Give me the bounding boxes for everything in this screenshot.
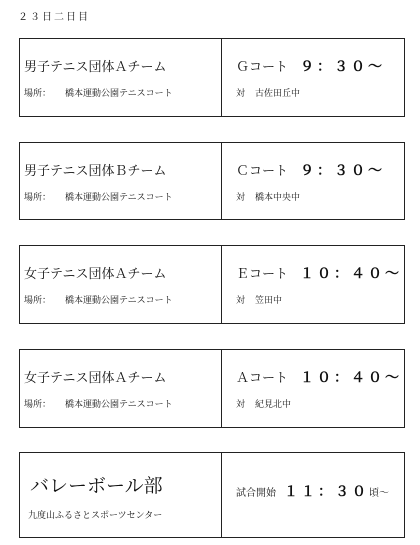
schedule-cell	[222, 143, 404, 219]
venue-label: 場所：	[24, 296, 52, 306]
opponent-name: 橋本中央中	[255, 193, 301, 203]
court-name: Ｇコート	[236, 60, 289, 75]
team-name: 女子テニス団体Ａチーム	[24, 371, 167, 386]
start-line	[236, 481, 389, 501]
opponent-line	[236, 293, 282, 306]
court-line	[236, 56, 385, 76]
venue-name: 橋本運動公園テニスコート	[65, 89, 173, 99]
team-cell	[20, 143, 222, 219]
venue-name: 橋本運動公園テニスコート	[65, 296, 173, 306]
opponent-line	[236, 190, 300, 203]
club-cell	[20, 453, 222, 537]
match-card-2	[19, 142, 405, 220]
vs-label: 対	[236, 296, 246, 306]
schedule-cell	[222, 350, 404, 427]
team-name: 男子テニス団体Ｂチーム	[24, 164, 167, 179]
venue-line	[24, 190, 173, 203]
start-cell	[222, 453, 404, 537]
match-time: １０：４０～	[300, 370, 403, 386]
vs-label: 対	[236, 400, 246, 410]
start-time: １１：３０	[284, 484, 369, 500]
court-line	[236, 263, 402, 283]
venue-line	[24, 86, 173, 99]
time-suffix: 頃～	[369, 488, 389, 499]
match-card-3	[19, 245, 405, 324]
vs-label: 対	[236, 193, 246, 203]
match-time: ９：３０～	[300, 163, 386, 179]
court-name: Ｃコート	[236, 164, 289, 179]
schedule-cell	[222, 246, 404, 323]
page-heading: ２３日二日目	[18, 12, 90, 23]
venue-line	[24, 397, 173, 410]
schedule-cell	[222, 39, 404, 116]
court-name: Ｅコート	[236, 267, 289, 282]
team-name: 男子テニス団体Ａチーム	[24, 60, 167, 75]
court-name: Ａコート	[236, 371, 289, 386]
team-name: 女子テニス団体Ａチーム	[24, 267, 167, 282]
opponent-name: 古佐田丘中	[255, 89, 301, 99]
match-time: １０：４０～	[300, 266, 403, 282]
vs-label: 対	[236, 89, 246, 99]
club-venue: 九度山ふるさとスポーツセンター	[28, 511, 163, 521]
venue-label: 場所：	[24, 193, 52, 203]
venue-line	[24, 293, 173, 306]
match-card-1	[19, 38, 405, 117]
venue-name: 橋本運動公園テニスコート	[65, 400, 173, 410]
start-label: 試合開始	[236, 488, 276, 499]
match-time: ９：３０～	[300, 59, 386, 75]
opponent-line	[236, 86, 300, 99]
team-cell	[20, 350, 222, 427]
club-name: バレーボール部	[30, 475, 163, 497]
team-cell	[20, 39, 222, 116]
court-line	[236, 367, 402, 387]
court-line	[236, 160, 385, 180]
opponent-line	[236, 397, 291, 410]
match-card-4	[19, 349, 405, 428]
venue-label: 場所：	[24, 89, 52, 99]
opponent-name: 笠田中	[255, 296, 283, 306]
venue-label: 場所：	[24, 400, 52, 410]
volleyball-card	[19, 452, 405, 538]
team-cell	[20, 246, 222, 323]
opponent-name: 紀見北中	[255, 400, 292, 410]
venue-name: 橋本運動公園テニスコート	[65, 193, 173, 203]
